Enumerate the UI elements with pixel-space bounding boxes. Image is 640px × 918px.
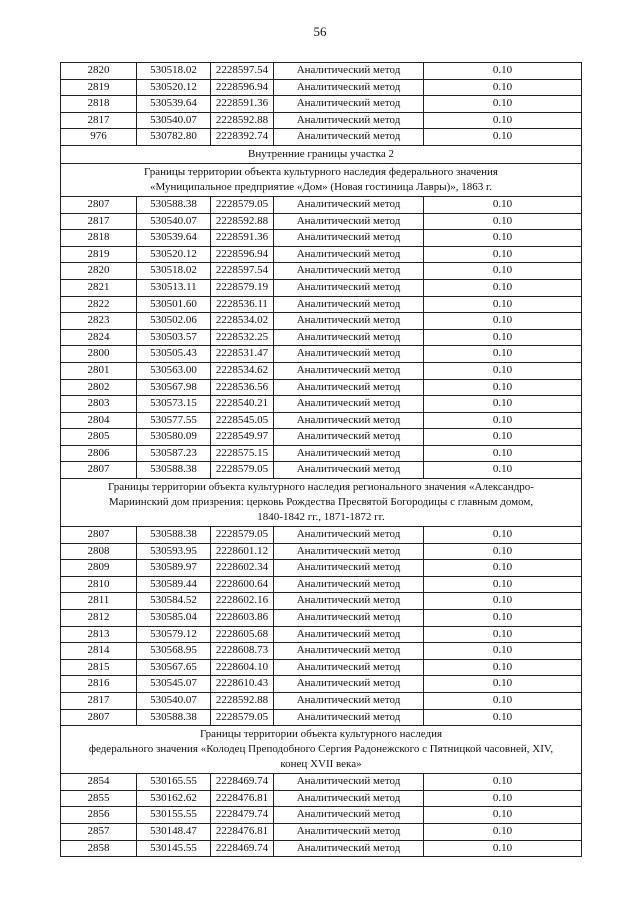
table-row [61, 396, 582, 413]
coordinate-x-cell: 530148.47 [137, 823, 211, 840]
coordinate-y-cell: 2228602.16 [211, 593, 274, 610]
method-cell: Аналитический метод [274, 693, 424, 710]
coordinate-y-cell: 2228610.43 [211, 676, 274, 693]
coordinate-x-cell: 530577.55 [137, 412, 211, 429]
point-number-cell: 2854 [61, 774, 137, 791]
table-row [61, 263, 582, 280]
table-row [61, 693, 582, 710]
coordinate-y-cell: 2228597.54 [211, 263, 274, 280]
table-row [61, 709, 582, 726]
accuracy-cell: 0.10 [424, 230, 582, 247]
method-cell: Аналитический метод [274, 279, 424, 296]
accuracy-cell: 0.10 [424, 263, 582, 280]
coordinate-y-cell: 2228603.86 [211, 610, 274, 627]
accuracy-cell: 0.10 [424, 693, 582, 710]
point-number-cell: 2820 [61, 63, 137, 80]
method-cell: Аналитический метод [274, 527, 424, 544]
table-row [61, 213, 582, 230]
method-cell: Аналитический метод [274, 329, 424, 346]
point-number-cell: 2807 [61, 709, 137, 726]
table-row [61, 112, 582, 129]
section-heading-line: конец XVII века» [280, 758, 362, 771]
section-heading-row [61, 145, 582, 163]
table-row [61, 412, 582, 429]
section-heading-line: Границы территории объекта культурного наследия федерального значения [144, 165, 498, 178]
accuracy-cell: 0.10 [424, 79, 582, 96]
accuracy-cell: 0.10 [424, 112, 582, 129]
coordinate-x-cell: 530505.43 [137, 346, 211, 363]
table-row [61, 329, 582, 346]
table-row [61, 676, 582, 693]
accuracy-cell: 0.10 [424, 246, 582, 263]
coordinate-x-cell: 530162.62 [137, 790, 211, 807]
table-row [61, 230, 582, 247]
method-cell: Аналитический метод [274, 246, 424, 263]
section-heading-line: Границы территории объекта культурного наследия [199, 728, 443, 741]
method-cell: Аналитический метод [274, 129, 424, 146]
point-number-cell: 2817 [61, 213, 137, 230]
method-cell: Аналитический метод [274, 379, 424, 396]
method-cell: Аналитический метод [274, 429, 424, 446]
method-cell: Аналитический метод [274, 774, 424, 791]
coordinate-x-cell: 530520.12 [137, 246, 211, 263]
section-heading [61, 479, 582, 527]
method-cell: Аналитический метод [274, 643, 424, 660]
coordinate-x-cell: 530584.52 [137, 593, 211, 610]
point-number-cell: 2816 [61, 676, 137, 693]
coordinate-x-cell: 530589.97 [137, 560, 211, 577]
point-number-cell: 2814 [61, 643, 137, 660]
accuracy-cell: 0.10 [424, 196, 582, 213]
point-number-cell: 2807 [61, 527, 137, 544]
coordinates-table-body [61, 63, 582, 857]
section-heading-line: федерального значения «Колодец Преподобного Сергия Радонежского с Пятницкой часовней, XIV, [88, 743, 554, 756]
coordinate-y-cell: 2228392.74 [211, 129, 274, 146]
table-row [61, 643, 582, 660]
table-row [61, 379, 582, 396]
point-number-cell: 2803 [61, 396, 137, 413]
coordinate-x-cell: 530782.80 [137, 129, 211, 146]
table-row [61, 445, 582, 462]
accuracy-cell: 0.10 [424, 643, 582, 660]
method-cell: Аналитический метод [274, 196, 424, 213]
accuracy-cell: 0.10 [424, 379, 582, 396]
coordinate-x-cell: 530155.55 [137, 807, 211, 824]
coordinate-y-cell: 2228601.12 [211, 543, 274, 560]
table-row [61, 196, 582, 213]
coordinate-y-cell: 2228476.81 [211, 823, 274, 840]
table-row [61, 659, 582, 676]
method-cell: Аналитический метод [274, 346, 424, 363]
method-cell: Аналитический метод [274, 213, 424, 230]
accuracy-cell: 0.10 [424, 823, 582, 840]
point-number-cell: 2815 [61, 659, 137, 676]
accuracy-cell: 0.10 [424, 412, 582, 429]
coordinate-y-cell: 2228592.88 [211, 112, 274, 129]
point-number-cell: 2812 [61, 610, 137, 627]
coordinate-x-cell: 530567.65 [137, 659, 211, 676]
table-row [61, 129, 582, 146]
coordinate-x-cell: 530563.00 [137, 362, 211, 379]
section-heading-line: «Муниципальное предприятие «Дом» (Новая гостиница Лавры)», 1863 г. [149, 180, 493, 193]
table-row [61, 462, 582, 479]
coordinate-y-cell: 2228604.10 [211, 659, 274, 676]
section-heading [61, 726, 582, 774]
method-cell: Аналитический метод [274, 560, 424, 577]
coordinate-y-cell: 2228579.05 [211, 709, 274, 726]
point-number-cell: 2817 [61, 112, 137, 129]
table-row [61, 576, 582, 593]
accuracy-cell: 0.10 [424, 445, 582, 462]
point-number-cell: 2856 [61, 807, 137, 824]
method-cell: Аналитический метод [274, 263, 424, 280]
method-cell: Аналитический метод [274, 313, 424, 330]
coordinate-y-cell: 2228579.05 [211, 462, 274, 479]
table-row [61, 774, 582, 791]
method-cell: Аналитический метод [274, 543, 424, 560]
coordinate-y-cell: 2228597.54 [211, 63, 274, 80]
accuracy-cell: 0.10 [424, 527, 582, 544]
section-heading-line: Внутренние границы участка 2 [248, 147, 394, 160]
accuracy-cell: 0.10 [424, 96, 582, 113]
method-cell: Аналитический метод [274, 462, 424, 479]
table-row [61, 279, 582, 296]
coordinate-y-cell: 2228549.97 [211, 429, 274, 446]
coordinate-x-cell: 530503.57 [137, 329, 211, 346]
coordinate-y-cell: 2228536.56 [211, 379, 274, 396]
method-cell: Аналитический метод [274, 445, 424, 462]
coordinate-y-cell: 2228532.25 [211, 329, 274, 346]
table-row [61, 543, 582, 560]
section-heading [61, 163, 582, 196]
coordinate-x-cell: 530573.15 [137, 396, 211, 413]
accuracy-cell: 0.10 [424, 676, 582, 693]
accuracy-cell: 0.10 [424, 790, 582, 807]
method-cell: Аналитический метод [274, 659, 424, 676]
coordinate-y-cell: 2228469.74 [211, 840, 274, 857]
coordinate-x-cell: 530540.07 [137, 693, 211, 710]
coordinate-y-cell: 2228605.68 [211, 626, 274, 643]
table-row [61, 807, 582, 824]
method-cell: Аналитический метод [274, 112, 424, 129]
coordinate-y-cell: 2228536.11 [211, 296, 274, 313]
accuracy-cell: 0.10 [424, 610, 582, 627]
accuracy-cell: 0.10 [424, 462, 582, 479]
coordinate-x-cell: 530501.60 [137, 296, 211, 313]
coordinate-y-cell: 2228591.36 [211, 96, 274, 113]
accuracy-cell: 0.10 [424, 593, 582, 610]
table-row [61, 313, 582, 330]
point-number-cell: 2819 [61, 246, 137, 263]
method-cell: Аналитический метод [274, 230, 424, 247]
method-cell: Аналитический метод [274, 790, 424, 807]
point-number-cell: 2820 [61, 263, 137, 280]
method-cell: Аналитический метод [274, 593, 424, 610]
table-row [61, 96, 582, 113]
method-cell: Аналитический метод [274, 626, 424, 643]
coordinate-y-cell: 2228575.15 [211, 445, 274, 462]
accuracy-cell: 0.10 [424, 129, 582, 146]
accuracy-cell: 0.10 [424, 774, 582, 791]
coordinate-x-cell: 530539.64 [137, 230, 211, 247]
section-heading-row [61, 163, 582, 196]
section-heading-line: Границы территории объекта культурного наследия регионального значения «Александро- [108, 481, 534, 494]
coordinate-x-cell: 530545.07 [137, 676, 211, 693]
point-number-cell: 2800 [61, 346, 137, 363]
accuracy-cell: 0.10 [424, 346, 582, 363]
coordinate-x-cell: 530145.55 [137, 840, 211, 857]
point-number-cell: 2824 [61, 329, 137, 346]
section-heading-row [61, 726, 582, 774]
coordinate-y-cell: 2228479.74 [211, 807, 274, 824]
point-number-cell: 2821 [61, 279, 137, 296]
coordinate-x-cell: 530567.98 [137, 379, 211, 396]
coordinate-x-cell: 530585.04 [137, 610, 211, 627]
table-row [61, 823, 582, 840]
accuracy-cell: 0.10 [424, 63, 582, 80]
accuracy-cell: 0.10 [424, 213, 582, 230]
point-number-cell: 2857 [61, 823, 137, 840]
accuracy-cell: 0.10 [424, 329, 582, 346]
method-cell: Аналитический метод [274, 807, 424, 824]
coordinate-x-cell: 530518.02 [137, 63, 211, 80]
method-cell: Аналитический метод [274, 676, 424, 693]
accuracy-cell: 0.10 [424, 396, 582, 413]
accuracy-cell: 0.10 [424, 659, 582, 676]
table-row [61, 840, 582, 857]
coordinate-y-cell: 2228534.02 [211, 313, 274, 330]
point-number-cell: 2858 [61, 840, 137, 857]
coordinate-x-cell: 530502.06 [137, 313, 211, 330]
accuracy-cell: 0.10 [424, 709, 582, 726]
coordinate-y-cell: 2228476.81 [211, 790, 274, 807]
table-row [61, 626, 582, 643]
coordinate-x-cell: 530588.38 [137, 709, 211, 726]
page-number: 56 [313, 24, 327, 39]
coordinate-x-cell: 530520.12 [137, 79, 211, 96]
coordinate-y-cell: 2228596.94 [211, 246, 274, 263]
method-cell: Аналитический метод [274, 412, 424, 429]
section-heading-line: 1840-1842 гг., 1871-1872 гг. [257, 511, 385, 524]
table-row [61, 346, 582, 363]
method-cell: Аналитический метод [274, 63, 424, 80]
coordinate-x-cell: 530165.55 [137, 774, 211, 791]
coordinate-x-cell: 530587.23 [137, 445, 211, 462]
accuracy-cell: 0.10 [424, 560, 582, 577]
table-row [61, 79, 582, 96]
accuracy-cell: 0.10 [424, 807, 582, 824]
point-number-cell: 2807 [61, 462, 137, 479]
method-cell: Аналитический метод [274, 396, 424, 413]
coordinate-x-cell: 530588.38 [137, 196, 211, 213]
point-number-cell: 2808 [61, 543, 137, 560]
accuracy-cell: 0.10 [424, 543, 582, 560]
section-heading-row [61, 479, 582, 527]
point-number-cell: 2822 [61, 296, 137, 313]
point-number-cell: 2805 [61, 429, 137, 446]
method-cell: Аналитический метод [274, 610, 424, 627]
coordinates-table [60, 62, 582, 857]
accuracy-cell: 0.10 [424, 840, 582, 857]
coordinate-y-cell: 2228531.47 [211, 346, 274, 363]
coordinate-y-cell: 2228545.05 [211, 412, 274, 429]
coordinate-y-cell: 2228469.74 [211, 774, 274, 791]
point-number-cell: 2811 [61, 593, 137, 610]
coordinate-x-cell: 530589.44 [137, 576, 211, 593]
accuracy-cell: 0.10 [424, 296, 582, 313]
point-number-cell: 2810 [61, 576, 137, 593]
section-heading [61, 145, 582, 163]
method-cell: Аналитический метод [274, 576, 424, 593]
coordinate-x-cell: 530540.07 [137, 112, 211, 129]
coordinate-x-cell: 530588.38 [137, 462, 211, 479]
point-number-cell: 2807 [61, 196, 137, 213]
coordinate-x-cell: 530588.38 [137, 527, 211, 544]
point-number-cell: 2819 [61, 79, 137, 96]
table-row [61, 610, 582, 627]
coordinate-y-cell: 2228600.64 [211, 576, 274, 593]
coordinate-x-cell: 530540.07 [137, 213, 211, 230]
table-row [61, 560, 582, 577]
table-row [61, 246, 582, 263]
table-row [61, 593, 582, 610]
coordinate-y-cell: 2228534.62 [211, 362, 274, 379]
table-row [61, 429, 582, 446]
table-row [61, 362, 582, 379]
method-cell: Аналитический метод [274, 840, 424, 857]
coordinate-y-cell: 2228602.34 [211, 560, 274, 577]
coordinate-x-cell: 530518.02 [137, 263, 211, 280]
point-number-cell: 2823 [61, 313, 137, 330]
accuracy-cell: 0.10 [424, 576, 582, 593]
coordinate-y-cell: 2228591.36 [211, 230, 274, 247]
coordinate-x-cell: 530568.95 [137, 643, 211, 660]
accuracy-cell: 0.10 [424, 279, 582, 296]
table-row [61, 296, 582, 313]
point-number-cell: 2818 [61, 96, 137, 113]
coordinate-y-cell: 2228579.05 [211, 196, 274, 213]
table-row [61, 63, 582, 80]
coordinate-y-cell: 2228592.88 [211, 213, 274, 230]
coordinate-x-cell: 530513.11 [137, 279, 211, 296]
coordinate-x-cell: 530580.09 [137, 429, 211, 446]
method-cell: Аналитический метод [274, 362, 424, 379]
table-row [61, 527, 582, 544]
point-number-cell: 2813 [61, 626, 137, 643]
coordinate-y-cell: 2228596.94 [211, 79, 274, 96]
point-number-cell: 2817 [61, 693, 137, 710]
point-number-cell: 2818 [61, 230, 137, 247]
method-cell: Аналитический метод [274, 79, 424, 96]
method-cell: Аналитический метод [274, 709, 424, 726]
accuracy-cell: 0.10 [424, 429, 582, 446]
coordinate-y-cell: 2228579.05 [211, 527, 274, 544]
point-number-cell: 976 [61, 129, 137, 146]
point-number-cell: 2855 [61, 790, 137, 807]
method-cell: Аналитический метод [274, 823, 424, 840]
method-cell: Аналитический метод [274, 96, 424, 113]
coordinate-y-cell: 2228579.19 [211, 279, 274, 296]
coordinate-x-cell: 530539.64 [137, 96, 211, 113]
accuracy-cell: 0.10 [424, 313, 582, 330]
section-heading-line: Мариинский дом призрения: церковь Рождества Пресвятой Богородицы с главным домом, [108, 496, 534, 509]
accuracy-cell: 0.10 [424, 626, 582, 643]
table-row [61, 790, 582, 807]
coordinate-y-cell: 2228608.73 [211, 643, 274, 660]
coordinate-x-cell: 530593.95 [137, 543, 211, 560]
point-number-cell: 2806 [61, 445, 137, 462]
coordinate-x-cell: 530579.12 [137, 626, 211, 643]
coordinate-y-cell: 2228540.21 [211, 396, 274, 413]
method-cell: Аналитический метод [274, 296, 424, 313]
coordinate-y-cell: 2228592.88 [211, 693, 274, 710]
point-number-cell: 2804 [61, 412, 137, 429]
point-number-cell: 2809 [61, 560, 137, 577]
accuracy-cell: 0.10 [424, 362, 582, 379]
point-number-cell: 2802 [61, 379, 137, 396]
point-number-cell: 2801 [61, 362, 137, 379]
